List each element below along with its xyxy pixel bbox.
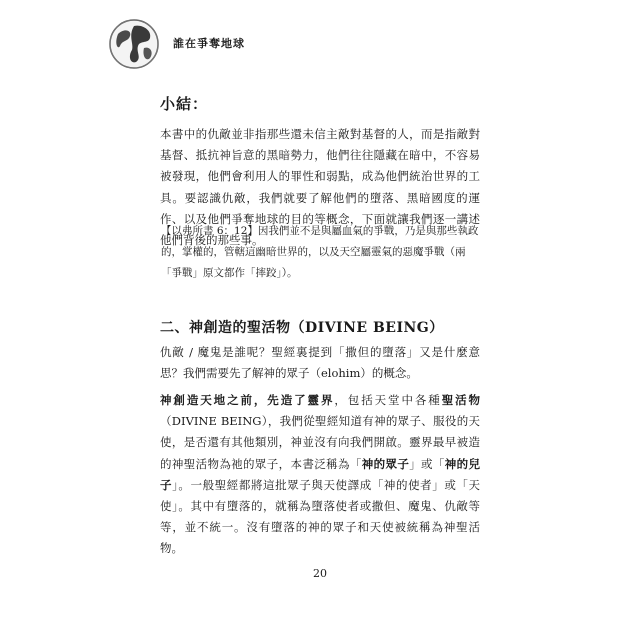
section-heading: 二、神創造的聖活物（DIVINE BEING） xyxy=(160,320,444,336)
bold-phrase: 聖活物 xyxy=(441,393,481,407)
book-title: 誰在爭奪地球 xyxy=(173,37,245,50)
text-run: ，包括天堂中各種 xyxy=(334,393,442,407)
bold-phrase: 神的眾子 xyxy=(361,456,410,471)
summary-paragraph: 本書中的仇敵並非指那些還未信主敵對基督的人，而是指敵對基督、抵抗神旨意的黑暗勢力，他們往往隱藏在暗中，不容易被發現，他們會利用人的罪性和弱點，成為他們統治世界的工具。要認識仇敵，我們就要了解他們的墮落、黑暗國度的運作、以及他們爭奪地球的目的等概念，下面就讓我們逐一講述他們背後的那些事。 xyxy=(160,127,480,248)
bold-phrase: 神的兒子 xyxy=(160,456,481,492)
scripture-quote: 【以弗所書 6：12】因我們並不是與屬血氣的爭戰，乃是與那些執政的，掌權的，管轄這幽暗世界的，以及天空屬靈氣的惡魔爭戰（兩「爭戰」原文都作「摔跤」）。 xyxy=(161,225,479,279)
section-paragraph-1: 仇敵 / 魔鬼是誰呢？聖經裏提到「撒但的墮落」又是什麼意思？我們需要先了解神的眾子（elohim）的概念。 xyxy=(160,345,480,381)
page-number: 20 xyxy=(313,567,327,580)
text-run: 」或「 xyxy=(409,456,445,471)
globe-icon xyxy=(108,18,160,70)
bold-phrase: 神創造天地之前，先造了靈界 xyxy=(160,393,335,407)
section-paragraph-2 xyxy=(160,390,480,560)
text-run: 」。一般聖經都將這批眾子與天使譯成「神的使者」或「天使」。其中有墮落的，就稱為墮落使者或撒但、魔鬼、仇敵等等，並不統一。沒有墮落的神的眾子和天使被統稱為神聖活物。 xyxy=(160,477,481,556)
summary-heading: 小結： xyxy=(160,95,209,113)
text-run: （DIVINE BEING），我們從聖經知道有神的眾子、服役的天使，是否還有其他類別，神並沒有向我們開啟。靈界最早被造的神聖活物為祂的眾子，本書泛稱為「 xyxy=(160,414,480,471)
